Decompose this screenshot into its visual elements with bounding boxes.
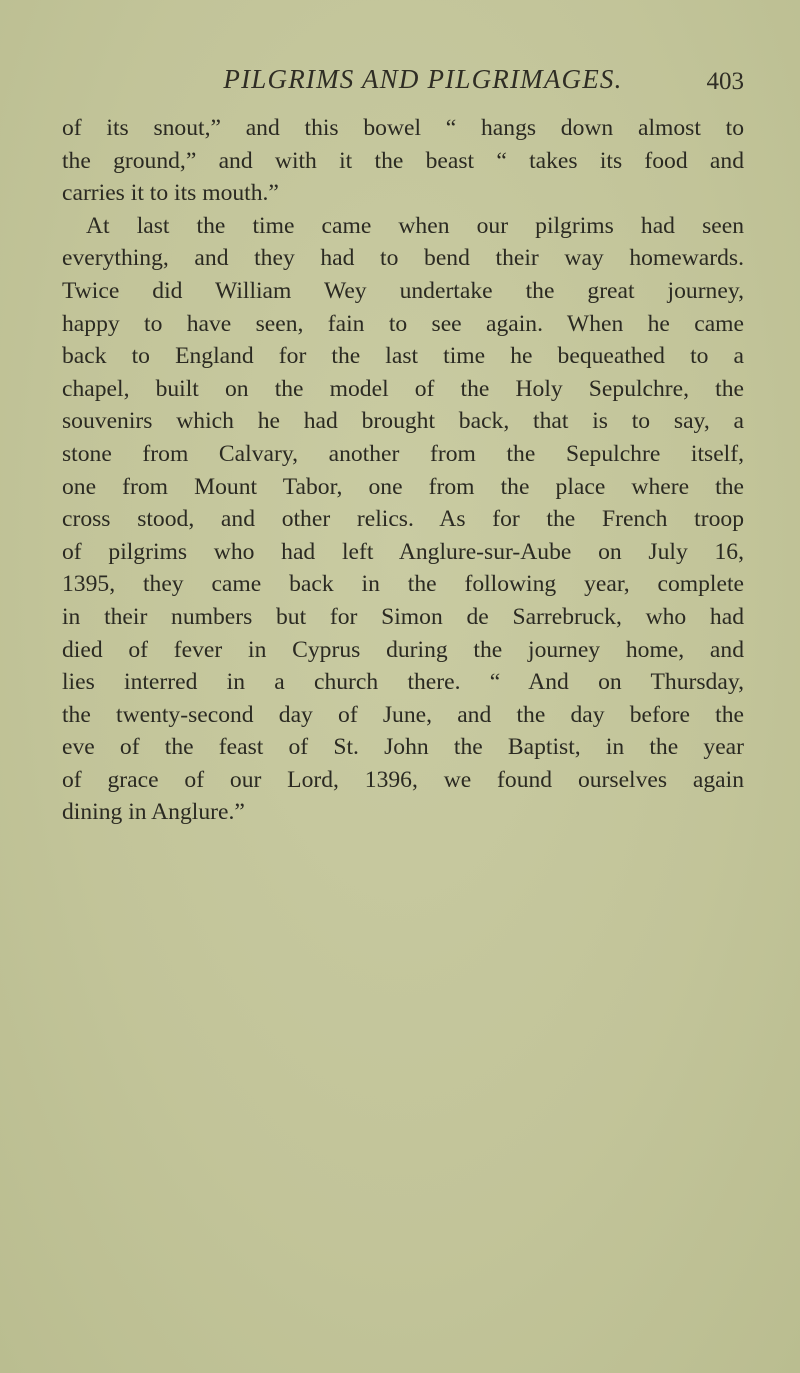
- body-text: [62, 112, 744, 829]
- text-line: 1395, they came back in the following year, complete: [62, 571, 744, 598]
- running-head: [62, 64, 744, 104]
- text-line: back to England for the last time he bequeathed to a: [62, 343, 744, 370]
- text-line: stone from Calvary, another from the Sepulchre itself,: [62, 440, 744, 467]
- page-number: 403: [706, 68, 744, 95]
- text-line: everything, and they had to bend their way homewards.: [62, 245, 744, 272]
- text-line: one from Mount Tabor, one from the place where the: [62, 473, 744, 500]
- text-line: cross stood, and other relics. As for the French troop: [62, 506, 744, 533]
- text-line: of pilgrims who had left Anglure-sur-Aube on July 16,: [62, 538, 744, 565]
- text-line: the twenty-second day of June, and the day before the: [62, 701, 744, 728]
- text-line: chapel, built on the model of the Holy Sepulchre, the: [62, 375, 744, 402]
- text-line: happy to have seen, fain to see again. When he came: [62, 310, 744, 337]
- text-line: eve of the feast of St. John the Baptist, in the year: [62, 734, 744, 761]
- text-line: souvenirs which he had brought back, that is to say, a: [62, 408, 744, 435]
- running-title: PILGRIMS AND PILGRIMAGES.: [223, 64, 623, 94]
- text-line: died of fever in Cyprus during the journey home, and: [62, 636, 744, 663]
- text-line: of grace of our Lord, 1396, we found ourselves again: [62, 766, 744, 793]
- text-line: Twice did William Wey undertake the great journey,: [62, 277, 744, 304]
- text-line: lies interred in a church there. “ And on Thursday,: [62, 669, 744, 696]
- paragraph-start-line: At last the time came when our pilgrims had seen: [86, 212, 744, 239]
- text-line: carries it to its mouth.”: [62, 180, 279, 207]
- text-line: dining in Anglure.”: [62, 799, 245, 826]
- text-line: of its snout,” and this bowel “ hangs down almost to: [62, 115, 744, 141]
- text-line: in their numbers but for Simon de Sarrebruck, who had: [62, 603, 744, 630]
- text-line: the ground,” and with it the beast “ takes its food and: [62, 147, 744, 174]
